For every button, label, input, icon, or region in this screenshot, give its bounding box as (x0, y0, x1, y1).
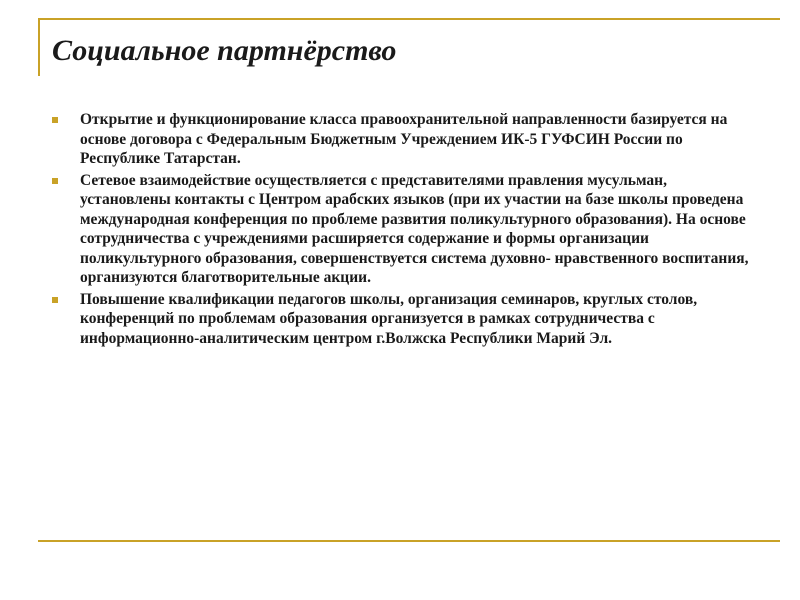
bullet-text: Повышение квалификации педагогов школы, организация семинаров, круглых столов, конференций по проблемам образования организуется в рамках сотрудничества с информационно-аналитическим центром г.Волжска Республики Марий Эл. (80, 290, 698, 347)
frame-top-line (38, 18, 780, 20)
square-bullet-icon (52, 117, 58, 123)
bullet-item (52, 290, 752, 349)
frame-left-line (38, 18, 40, 76)
square-bullet-icon (52, 178, 58, 184)
frame-bottom-line (38, 540, 780, 542)
bullet-list (52, 110, 752, 350)
bullet-item (52, 171, 752, 288)
bullet-item (52, 110, 752, 169)
square-bullet-icon (52, 297, 58, 303)
slide-title: Социальное партнёрство (52, 34, 397, 67)
bullet-text: Сетевое взаимодействие осуществляется с представителями правления мусульман, установлены контакты с Центром арабских языков (при их участии на базе школы проведена международная конференция по проблеме развития поликультурного образования). На основе сотрудничества с учреждениями расширяется содержание и формы организации поликультурного образования, совершенствуется система духовно- нравственного воспитания, организуются благотворительные акции. (80, 171, 749, 286)
bullet-text: Открытие и функционирование класса правоохранительной направленности базируется на основе договора с Федеральным Бюджетным Учреждением ИК-5 ГУФСИН России по Республике Татарстан. (80, 111, 728, 167)
